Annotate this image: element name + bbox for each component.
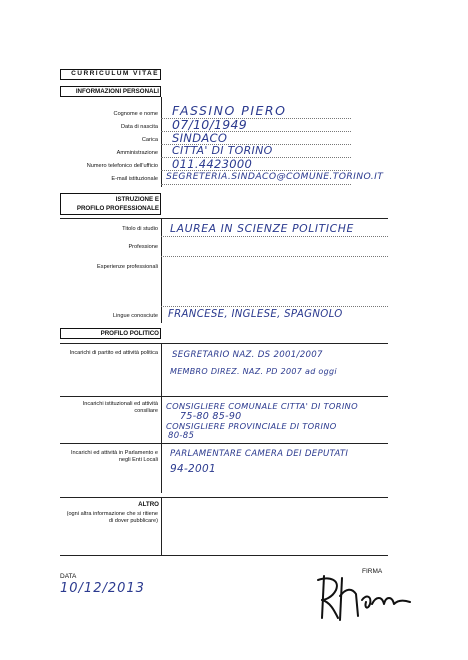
value-parliament-line1: PARLAMENTARE CAMERA DEI DEPUTATI — [170, 449, 349, 459]
personal-divider — [161, 97, 162, 187]
other-note-line1: (ogni altra informazione che si ritiene — [66, 511, 158, 517]
signature-image — [312, 570, 424, 622]
education-top-line — [60, 218, 388, 219]
label-parliament-line1: Incarichi ed attività in Parlamento e — [70, 450, 158, 456]
value-languages: FRANCESE, INGLESE, SPAGNOLO — [168, 309, 343, 320]
value-email: SEGRETERIA.SINDACO@COMUNE.TORINO.IT — [166, 171, 384, 182]
education-divider — [161, 218, 162, 323]
other-note-line2: di dover pubblicare) — [108, 518, 158, 524]
value-phone: 011.4423000 — [172, 157, 253, 171]
value-birthdate: 07/10/1949 — [172, 117, 248, 132]
value-party-line1: SEGRETARIO NAZ. DS 2001/2007 — [172, 350, 323, 360]
rule-email — [161, 184, 351, 185]
education-section-title-line2: PROFILO PROFESSIONALE — [76, 205, 159, 212]
political-divider — [161, 343, 162, 493]
label-institutional-line2: consiliare — [134, 408, 158, 414]
value-parliament-line2: 94-2001 — [170, 463, 216, 475]
label-degree: Titolo di studio — [122, 226, 158, 232]
label-phone: Numero telefonico dell'ufficio — [86, 163, 158, 169]
label-email: E-mail istituzionale — [111, 176, 158, 182]
signature-label: FIRMA — [362, 568, 383, 575]
value-institutional-line3: CONSIGLIERE PROVINCIALE DI TORINO — [166, 421, 337, 431]
label-role: Carica — [141, 137, 158, 143]
label-profession: Professione — [128, 244, 158, 250]
value-institutional-line2: 75-80 85-90 — [180, 411, 242, 422]
value-role: SINDACO — [172, 131, 228, 145]
party-bottom-line — [60, 396, 388, 397]
education-section-title-line1: ISTRUZIONE E — [115, 196, 159, 203]
label-parliament-line2: negli Enti Locali — [118, 457, 158, 463]
other-title: ALTRO — [138, 501, 159, 508]
personal-section-title: INFORMAZIONI PERSONALI — [75, 88, 159, 95]
value-institutional-line1: CONSIGLIERE COMUNALE CITTA' DI TORINO — [166, 401, 358, 411]
label-experience: Esperienze professionali — [97, 264, 158, 270]
date-label: DATA — [60, 573, 77, 580]
rule-profession — [161, 256, 388, 257]
label-name: Cognome e nome — [113, 111, 158, 117]
other-top-line — [60, 497, 388, 498]
value-party-line2: MEMBRO DIREZ. NAZ. PD 2007 ad oggi — [170, 367, 337, 376]
label-languages: Lingue conosciute — [112, 313, 158, 319]
label-institutional-line1: Incarichi istituzionali ed attività — [82, 401, 158, 407]
institutional-bottom-line — [60, 443, 388, 444]
political-top-line — [60, 343, 388, 344]
other-divider — [161, 497, 162, 555]
label-birthdate: Data di nascita — [120, 124, 158, 130]
value-name: FASSINO PIERO — [172, 103, 287, 118]
cv-title: CURRICULUM VITAE — [71, 70, 159, 77]
rule-degree — [161, 236, 388, 237]
label-administration: Amministrazione — [116, 150, 158, 156]
label-party-activity: Incarichi di partito ed attività politica — [69, 350, 158, 356]
value-degree: LAUREA IN SCIENZE POLITICHE — [170, 222, 354, 235]
rule-experience — [161, 306, 388, 307]
other-bottom-line — [60, 555, 388, 556]
date-value: 10/12/2013 — [60, 581, 145, 596]
value-administration: CITTA' DI TORINO — [172, 144, 273, 157]
value-institutional-line4: 80-85 — [168, 431, 195, 441]
political-section-title: PROFILO POLITICO — [100, 330, 159, 337]
